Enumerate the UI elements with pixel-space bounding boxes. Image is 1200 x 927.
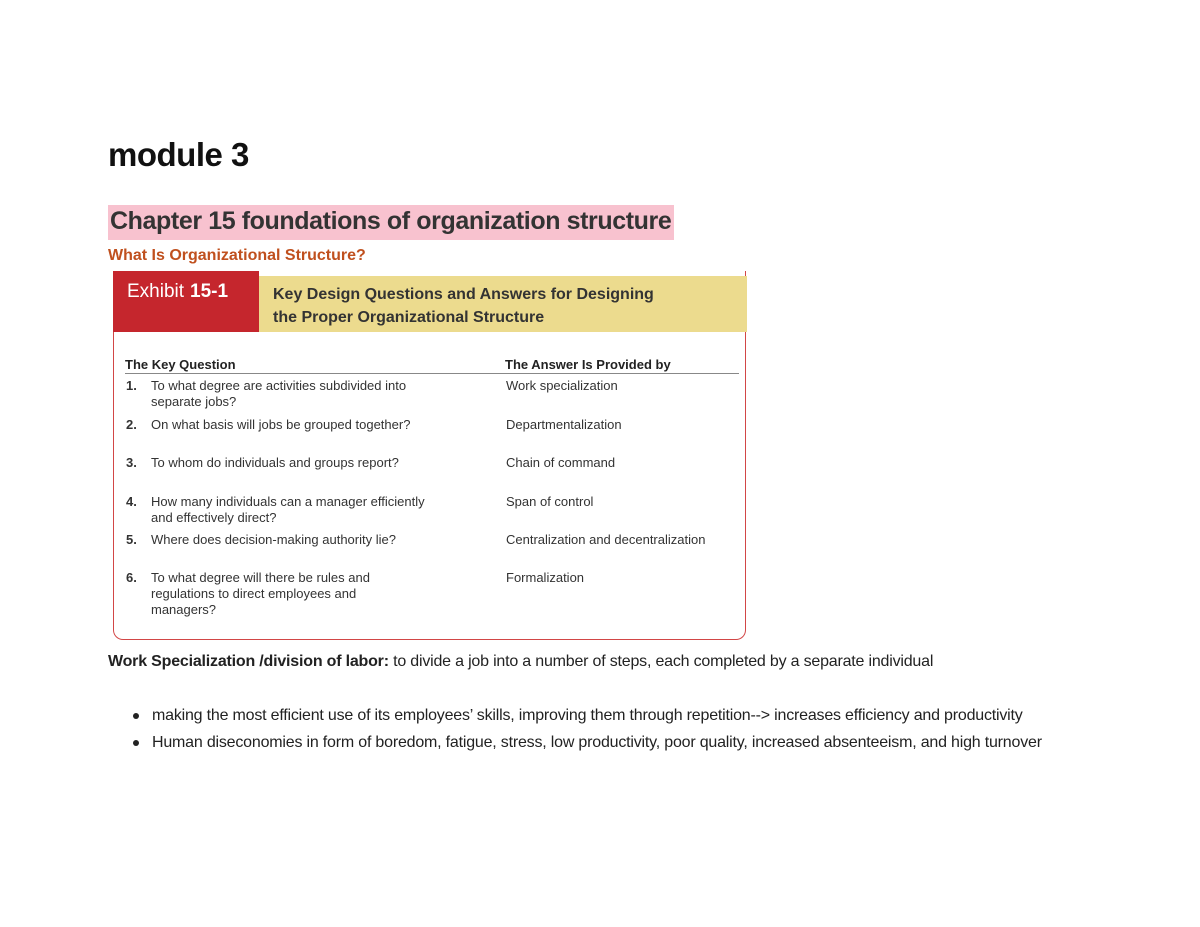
header-divider [125,373,739,374]
row-answer: Departmentalization [506,417,622,432]
bullet-icon [133,740,139,746]
bullet-list [108,702,1088,756]
definition-term: Work Specialization /division of labor: [108,653,389,670]
list-item [108,729,1088,756]
row-answer: Work specialization [506,378,618,393]
row-answer: Chain of command [506,455,616,470]
row-number: 4. [126,494,137,509]
row-number: 3. [126,455,137,470]
module-title: module 3 [108,136,249,173]
list-item-text: making the most efficient use of its employees’ skills, improving them through repetition--> increases efficiency and productivity [152,707,1023,724]
row-answer: Span of control [506,494,594,509]
exhibit-caption-line: the Proper Organizational Structure [273,309,545,326]
row-number: 1. [126,378,137,393]
exhibit-label [113,271,259,332]
row-question: To what degree are activities subdivided into separate jobs? [151,378,407,409]
definition-paragraph [108,648,1068,675]
row-number: 2. [126,417,137,432]
row-answer: Centralization and decentralization [506,532,706,547]
row-question: To whom do individuals and groups report? [151,455,399,470]
row-question: How many individuals can a manager efficiently and effectively direct? [151,494,425,525]
list-item [108,702,1088,729]
column-header-question: The Key Question [125,357,236,372]
row-question: To what degree will there be rules and regulations to direct employees and managers? [151,570,370,617]
row-number: 6. [126,570,137,585]
exhibit-caption-line: Key Design Questions and Answers for Designing [273,286,654,303]
definition-text: to divide a job into a number of steps, each completed by a separate individual [388,653,934,670]
bullet-icon [133,713,139,719]
list-item-text: Human diseconomies in form of boredom, fatigue, stress, low productivity, poor quality, increased absenteeism, and high turnover [152,734,1042,751]
row-answer: Formalization [506,570,585,585]
chapter-title: Chapter 15 foundations of organization structure [108,205,674,240]
section-heading: What Is Organizational Structure? [108,247,366,264]
row-question: On what basis will jobs be grouped together? [151,417,411,432]
exhibit-figure [113,271,746,640]
column-header-answer: The Answer Is Provided by [505,357,671,372]
row-question: Where does decision-making authority lie? [151,532,396,547]
exhibit-label-number: 15-1 [190,281,229,302]
exhibit-caption [259,276,747,332]
row-number: 5. [126,532,137,547]
exhibit-label-word: Exhibit [127,281,185,302]
